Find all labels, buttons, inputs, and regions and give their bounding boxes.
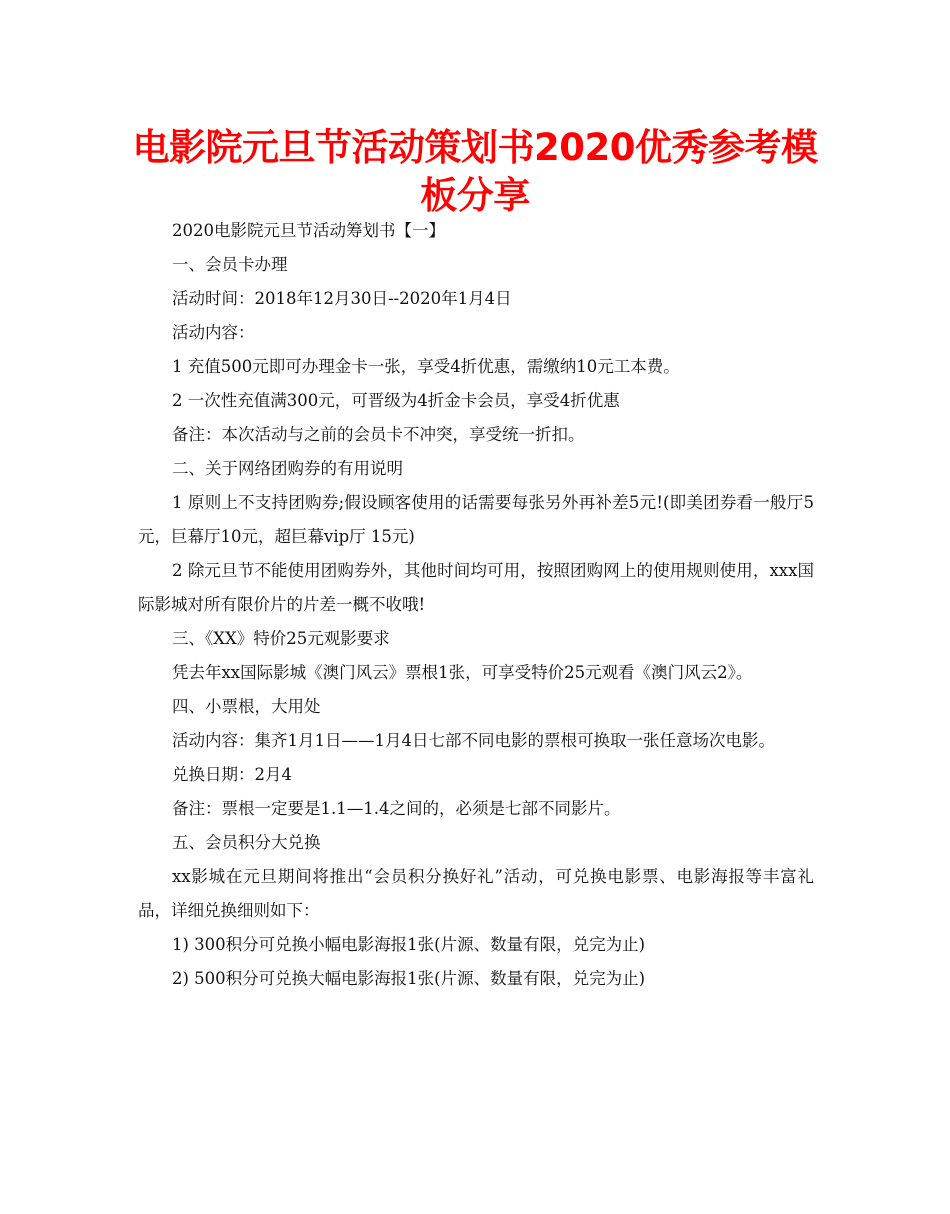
section-heading: 四、小票根，大用处	[172, 697, 321, 716]
paragraph: 活动内容：	[172, 323, 255, 342]
document-title: 电影院元旦节活动策划书2020优秀参考模板分享	[132, 126, 818, 217]
list-item: 2) 500积分可兑换大幅电影海报1张(片源、数量有限，兑完为止)	[172, 969, 646, 988]
paragraph: 备注：票根一定要是1.1—1.4之间的，必须是七部不同影片。	[172, 799, 621, 818]
paragraph: 活动时间：2018年12月30日--2020年1月4日	[172, 289, 512, 308]
paragraph: xx影城在元旦期间将推出“会员积分换好礼”活动，可兑换电影票、电影海报等丰富礼品，详细兑换细则如下：	[138, 867, 814, 920]
paragraph: 1 充值500元即可办理金卡一张，享受4折优惠，需缴纳10元工本费。	[172, 357, 680, 376]
list-item: 1) 300积分可兑换小幅电影海报1张(片源、数量有限，兑完为止)	[172, 935, 646, 954]
section-heading: 三、《XX》特价25元观影要求	[172, 629, 390, 648]
document-body	[138, 214, 814, 996]
paragraph: 1 原则上不支持团购券;假设顾客使用的话需要每张另外再补差5元!(即美团券看一般厅5元，巨幕厅10元，超巨幕vip厅 15元)	[138, 493, 814, 546]
paragraph: 凭去年xx国际影城《澳门风云》票根1张，可享受特价25元观看《澳门风云2》。	[172, 663, 753, 682]
paragraph: 2 除元旦节不能使用团购券外，其他时间均可用，按照团购网上的使用规则使用，xxx国际影城对所有限价片的片差一概不收哦!	[138, 561, 814, 614]
paragraph: 活动内容：集齐1月1日——1月4日七部不同电影的票根可换取一张任意场次电影。	[172, 731, 775, 750]
paragraph: 兑换日期：2月4	[172, 765, 292, 784]
section-heading: 五、会员积分大兑换	[172, 833, 321, 852]
paragraph: 2020电影院元旦节活动筹划书【一】	[172, 221, 445, 240]
paragraph: 2 一次性充值满300元，可晋级为4折金卡会员，享受4折优惠	[172, 391, 620, 410]
section-heading: 二、关于网络团购券的有用说明	[172, 459, 403, 478]
section-heading: 一、会员卡办理	[172, 255, 288, 274]
paragraph: 备注：本次活动与之前的会员卡不冲突，享受统一折扣。	[172, 425, 585, 444]
